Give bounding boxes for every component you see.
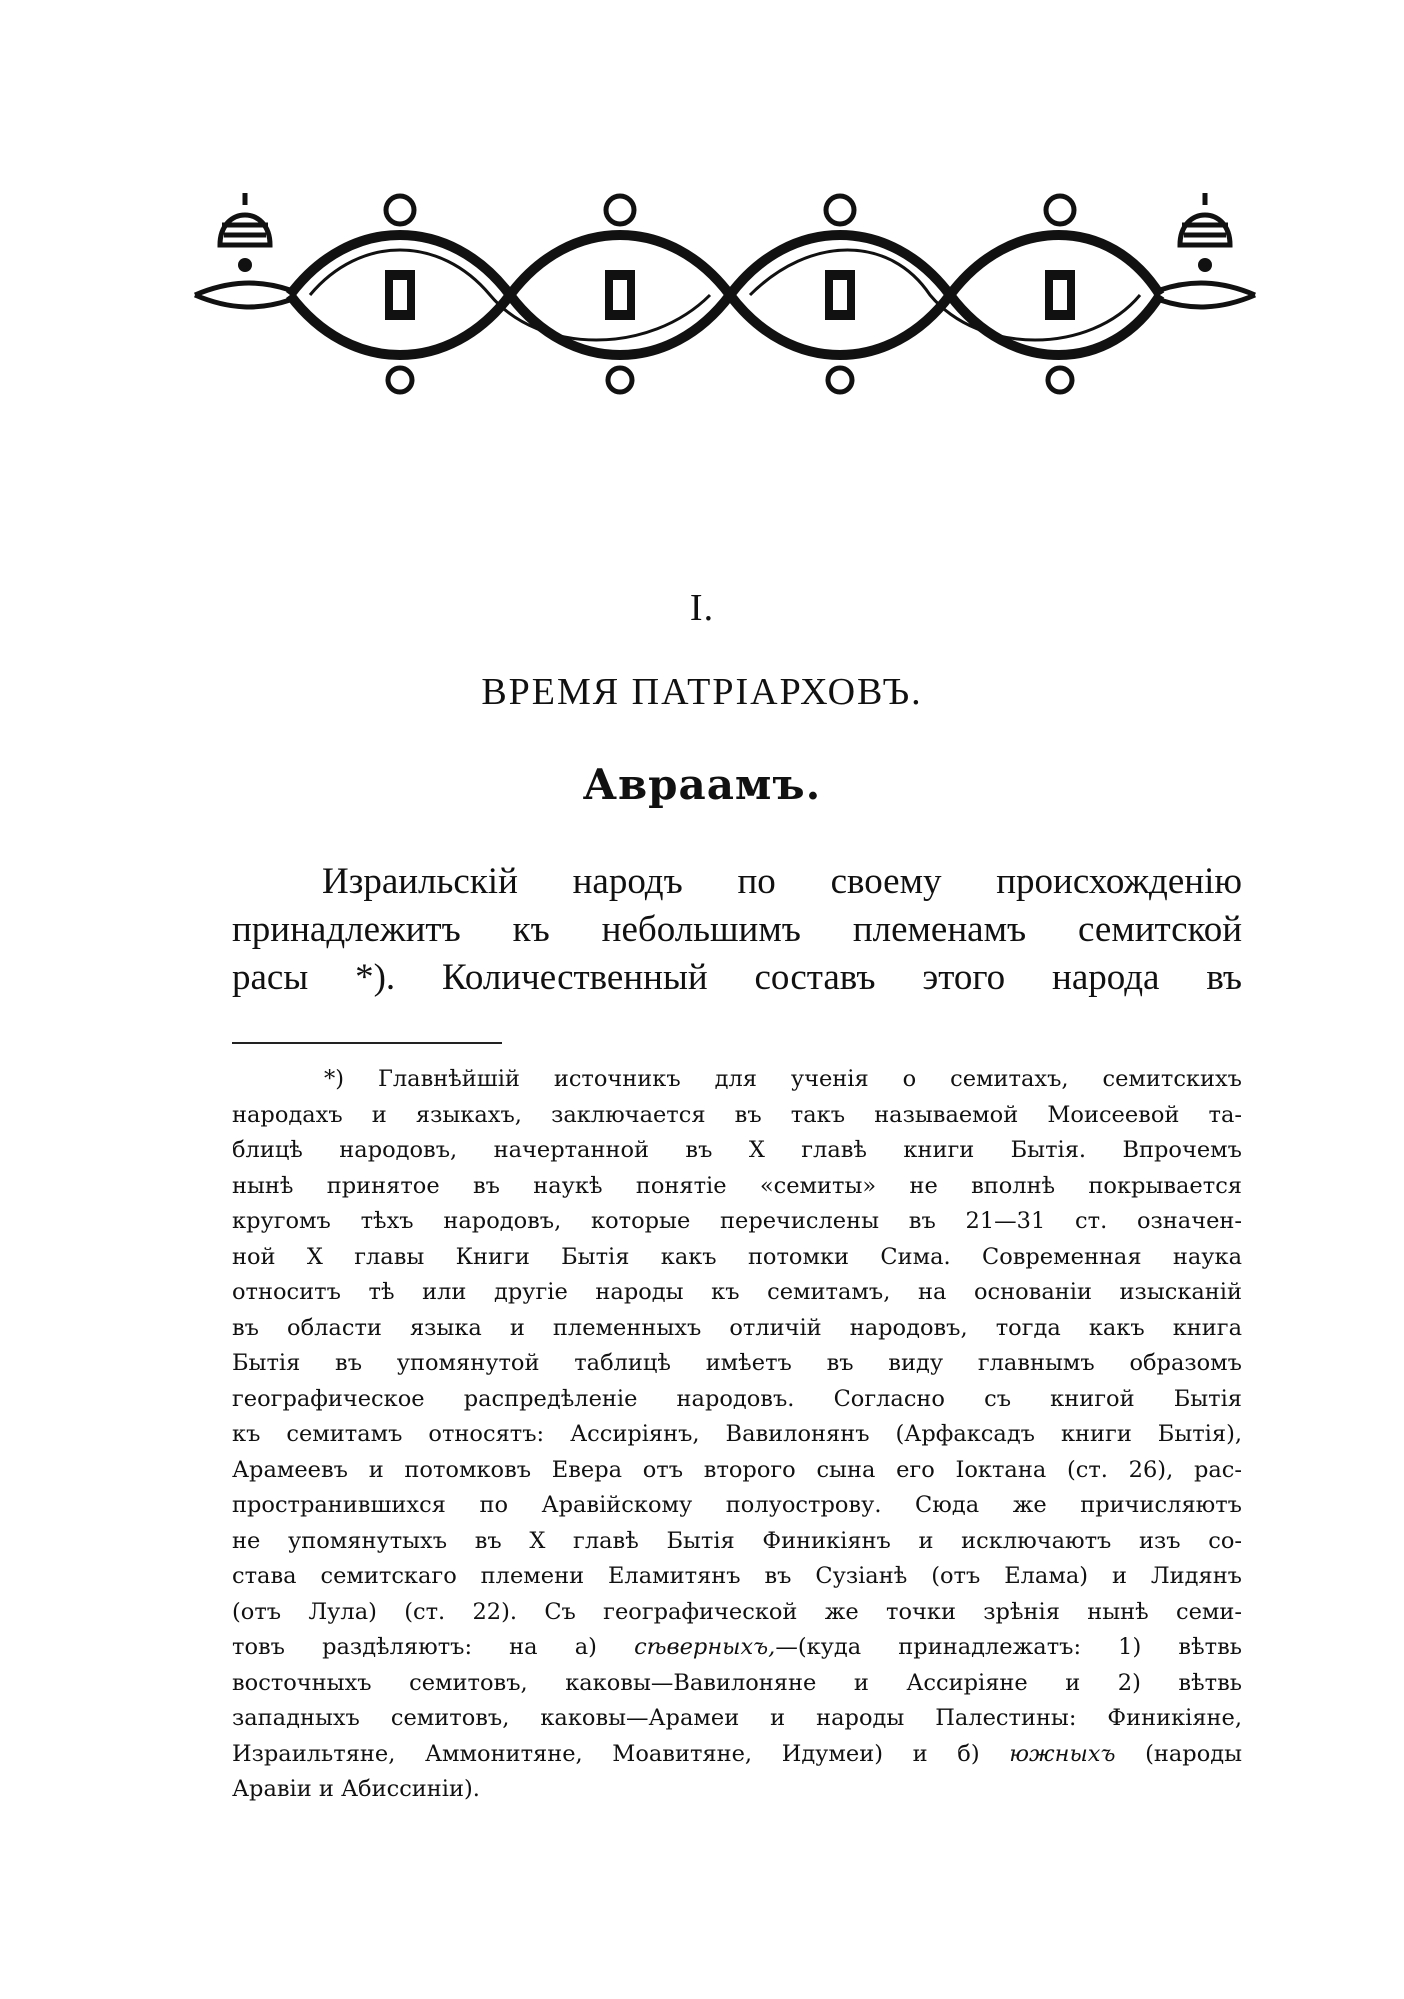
footnote-line (232, 1630, 1242, 1666)
footnote-line: восточныхъ семитовъ, каковы—Вавилоняне и Ассиріяне и 2) вѣтвь (232, 1669, 1242, 1696)
footnote (232, 1062, 1242, 1808)
footnote-line: блицѣ народовъ, начертанной въ X главѣ книги Бытія. Впрочемъ (232, 1137, 1242, 1163)
decorative-headpiece-ornament (190, 185, 1260, 395)
footnote-separator (232, 1042, 502, 1044)
chapter-number: I. (689, 587, 715, 629)
footnote-line: Бытія въ упомянутой таблицѣ имѣетъ въ виду главнымъ образомъ (232, 1350, 1242, 1376)
footnote-line: ной X главы Книги Бытія какъ потомки Сима. Современная наука (232, 1243, 1242, 1270)
footnote-line (232, 1737, 1242, 1773)
footnote-line: Аравіи и Абиссиніи). (232, 1776, 480, 1802)
footnote-line: географическое распредѣленіе народовъ. Согласно съ книгой Бытія (232, 1385, 1242, 1412)
footnote-line: не упомянутыхъ въ X главѣ Бытія Финикіянъ и исключаютъ изъ со- (232, 1527, 1242, 1554)
chapter-heading: Авраамъ. (582, 760, 822, 809)
body-paragraph (232, 858, 1242, 1002)
footnote-line: става семитскаго племени Еламитянъ въ Сузіанѣ (отъ Елама) и Лидянъ (232, 1563, 1242, 1589)
footnote-line: нынѣ принятое въ наукѣ понятіе «семиты» не вполнѣ покрывается (232, 1172, 1242, 1199)
footnote-line: *) Главнѣйшій источникъ для ученія о семитахъ, семитскихъ (324, 1066, 1242, 1092)
body-line: принадлежитъ къ небольшимъ племенамъ семитской (232, 909, 1242, 950)
footnote-line: пространившихся по Аравійскому полуострову. Сюда же причисляютъ (232, 1492, 1242, 1518)
footnote-line: къ семитамъ относятъ: Ассиріянъ, Вавилонянъ (Арфаксадъ книги Бытія), (232, 1421, 1242, 1447)
footnote-line: кругомъ тѣхъ народовъ, которые перечислены въ 21—31 ст. означен- (232, 1208, 1242, 1234)
footnote-line: относитъ тѣ или другіе народы къ семитамъ, на основаніи изысканій (232, 1279, 1242, 1305)
footnote-segment: товъ раздѣляютъ: на а) (232, 1634, 597, 1660)
footnote-segment: —(куда принадлежатъ: 1) вѣтвь (775, 1634, 1242, 1660)
footnote-line: западныхъ семитовъ, каковы—Арамеи и народы Палестины: Финикіяне, (232, 1705, 1242, 1731)
footnote-line: народахъ и языкахъ, заключается въ такъ называемой Моисеевой та- (232, 1101, 1242, 1128)
footnote-segment: (народы (1145, 1740, 1243, 1767)
footnote-segment: Израильтяне, Аммонитяне, Моавитяне, Идумеи) и б) (232, 1740, 980, 1767)
footnote-italic-term: южныхъ (1009, 1740, 1116, 1767)
section-title: ВРЕМЯ ПАТРІАРХОВЪ. (481, 671, 923, 713)
footnote-italic-term: сѣверныхъ, (634, 1634, 776, 1660)
footnote-line: (отъ Лула) (ст. 22). Съ географической же точки зрѣнія нынѣ семи- (232, 1598, 1242, 1625)
body-line: Израильскій народъ по своему происхожденію (322, 861, 1242, 902)
footnote-line: Арамеевъ и потомковъ Евера отъ второго сына его Іоктана (ст. 26), рас- (232, 1456, 1242, 1483)
footnote-line: въ области языка и племенныхъ отличій народовъ, тогда какъ книга (232, 1314, 1242, 1341)
body-line: расы *). Количественный составъ этого народа въ (232, 957, 1242, 998)
